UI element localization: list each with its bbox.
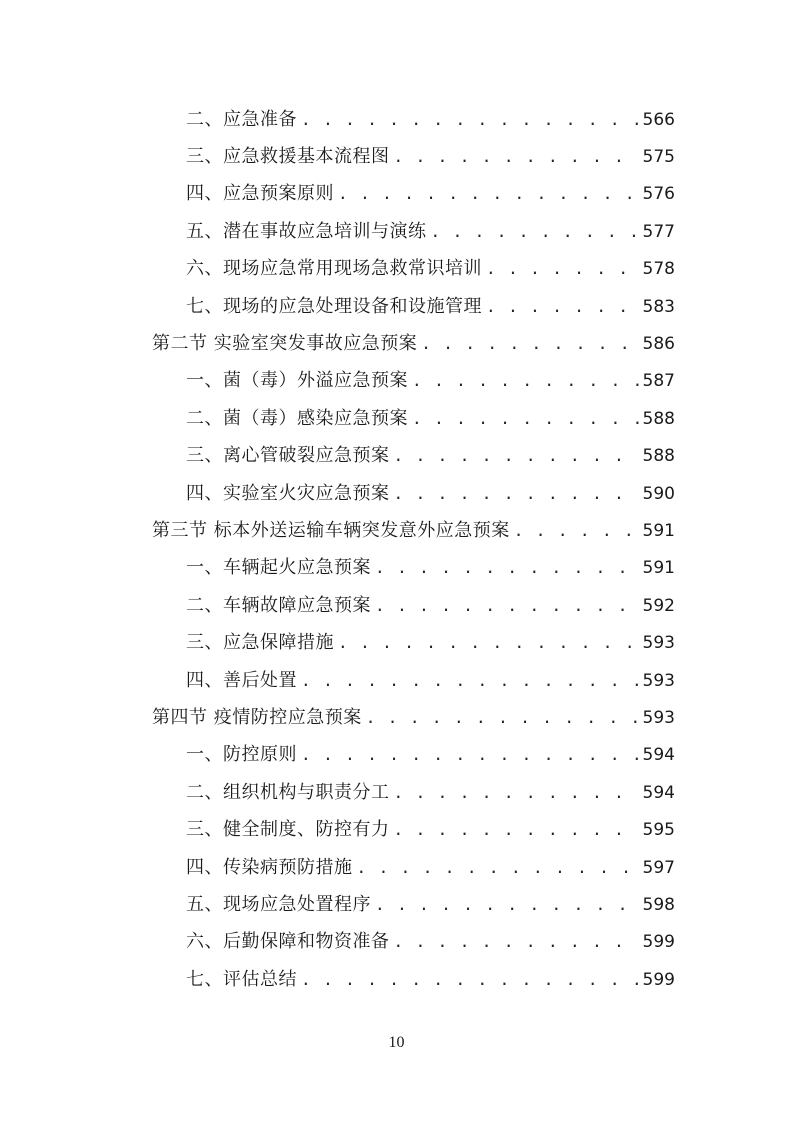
toc-entry-title: 第四节 疫情防控应急预案 — [152, 706, 362, 728]
toc-subsection-row[interactable] — [0, 737, 793, 774]
toc-entry-title: 三、应急保障措施 — [186, 632, 334, 654]
toc-entry-title: 四、实验室火灾应急预案 — [186, 482, 390, 504]
toc-entry-page-number: 591 — [642, 520, 675, 541]
dot-leader — [394, 448, 639, 464]
toc-entry-page-number: 576 — [642, 184, 675, 205]
toc-entry-title: 一、菌（毒）外溢应急预案 — [186, 370, 408, 392]
toc-entry[interactable] — [186, 407, 675, 429]
toc-entry-title: 第二节 实验室突发事故应急预案 — [152, 333, 418, 355]
toc-entry-page-number: 590 — [642, 483, 675, 504]
dot-leader — [301, 972, 639, 988]
dot-leader — [375, 897, 639, 913]
toc-subsection-row[interactable] — [0, 624, 793, 661]
toc-entry[interactable] — [186, 108, 675, 130]
toc-entry-page-number: 599 — [642, 932, 675, 953]
toc-subsection-row[interactable] — [0, 849, 793, 886]
dot-leader — [375, 598, 639, 614]
toc-subsection-row[interactable] — [0, 961, 793, 998]
toc-entry-page-number: 593 — [642, 670, 675, 691]
toc-entry[interactable] — [186, 594, 675, 616]
dot-leader — [412, 373, 639, 389]
toc-entry-page-number: 578 — [642, 259, 675, 280]
table-of-contents — [0, 101, 793, 998]
toc-entry[interactable] — [152, 706, 675, 728]
dot-leader — [412, 411, 639, 427]
page-number: 10 — [388, 1034, 405, 1051]
toc-subsection-row[interactable] — [0, 662, 793, 699]
toc-entry-title: 一、防控原则 — [186, 744, 297, 766]
toc-subsection-row[interactable] — [0, 550, 793, 587]
dot-leader — [394, 486, 639, 502]
toc-subsection-row[interactable] — [0, 288, 793, 325]
toc-entry-page-number: 599 — [642, 969, 675, 990]
dot-leader — [394, 934, 639, 950]
toc-entry-page-number: 595 — [642, 820, 675, 841]
toc-entry[interactable] — [186, 220, 675, 242]
dot-leader — [357, 860, 639, 876]
toc-entry[interactable] — [186, 295, 675, 317]
toc-entry[interactable] — [152, 519, 675, 541]
toc-entry[interactable] — [186, 482, 675, 504]
dot-leader — [394, 822, 639, 838]
toc-entry-page-number: 587 — [642, 371, 675, 392]
toc-subsection-row[interactable] — [0, 138, 793, 175]
toc-subsection-row[interactable] — [0, 774, 793, 811]
toc-entry[interactable] — [186, 559, 675, 577]
toc-entry-page-number: 592 — [642, 595, 675, 616]
toc-entry[interactable] — [186, 447, 675, 465]
toc-entry-title: 五、潜在事故应急培训与演练 — [186, 220, 427, 242]
toc-entry[interactable] — [186, 746, 675, 764]
toc-entry[interactable] — [186, 821, 675, 839]
toc-entry-page-number: 594 — [642, 782, 675, 803]
toc-entry[interactable] — [152, 335, 675, 353]
toc-entry-title: 五、现场应急处置程序 — [186, 893, 371, 915]
toc-entry-title: 四、善后处置 — [186, 669, 297, 691]
toc-subsection-row[interactable] — [0, 213, 793, 250]
dot-leader — [394, 149, 639, 165]
toc-entry-title: 七、评估总结 — [186, 968, 297, 990]
dot-leader — [486, 261, 639, 277]
toc-entry[interactable] — [186, 933, 675, 951]
toc-entry-page-number: 566 — [642, 109, 675, 130]
toc-section-row[interactable] — [0, 325, 793, 362]
toc-entry-page-number: 597 — [642, 857, 675, 878]
toc-subsection-row[interactable] — [0, 924, 793, 961]
toc-entry-page-number: 588 — [642, 446, 675, 467]
toc-entry-title: 七、现场的应急处理设备和设施管理 — [186, 295, 482, 317]
dot-leader — [421, 336, 638, 352]
toc-section-row[interactable] — [0, 699, 793, 736]
toc-entry-title: 六、现场应急常用现场急救常识培训 — [186, 258, 482, 280]
toc-entry-title: 二、组织机构与职责分工 — [186, 781, 390, 803]
dot-leader — [301, 747, 639, 763]
toc-subsection-row[interactable] — [0, 438, 793, 475]
toc-subsection-row[interactable] — [0, 400, 793, 437]
toc-entry-title: 二、应急准备 — [186, 108, 297, 130]
toc-entry-page-number: 593 — [642, 633, 675, 654]
toc-entry-page-number: 593 — [642, 707, 675, 728]
toc-entry[interactable] — [186, 634, 675, 652]
toc-subsection-row[interactable] — [0, 811, 793, 848]
toc-entry-title: 二、车辆故障应急预案 — [186, 594, 371, 616]
toc-entry-page-number: 594 — [642, 745, 675, 766]
toc-entry-title: 四、应急预案原则 — [186, 183, 334, 205]
toc-entry[interactable] — [186, 856, 675, 878]
toc-entry-title: 三、应急救援基本流程图 — [186, 146, 390, 168]
dot-leader — [338, 635, 639, 651]
dot-leader — [394, 785, 639, 801]
toc-entry-page-number: 591 — [642, 558, 675, 579]
dot-leader — [431, 224, 639, 240]
toc-entry-page-number: 586 — [642, 334, 675, 355]
toc-entry-title: 六、后勤保障和物资准备 — [186, 931, 390, 953]
toc-entry[interactable] — [186, 893, 675, 915]
toc-entry[interactable] — [186, 968, 675, 990]
dot-leader — [366, 710, 639, 726]
toc-entry[interactable] — [186, 185, 675, 203]
dot-leader — [514, 523, 639, 539]
toc-entry-title: 第三节 标本外送运输车辆突发意外应急预案 — [152, 519, 510, 541]
dot-leader — [375, 560, 639, 576]
toc-subsection-row[interactable] — [0, 176, 793, 213]
dot-leader — [301, 112, 639, 128]
toc-subsection-row[interactable] — [0, 475, 793, 512]
toc-entry-page-number: 598 — [642, 894, 675, 915]
toc-subsection-row[interactable] — [0, 886, 793, 923]
toc-entry-title: 四、传染病预防措施 — [186, 856, 353, 878]
dot-leader — [486, 299, 639, 315]
toc-entry[interactable] — [186, 781, 675, 803]
toc-entry[interactable] — [186, 669, 675, 691]
toc-subsection-row[interactable] — [0, 587, 793, 624]
toc-entry[interactable] — [186, 260, 675, 278]
toc-entry-page-number: 583 — [642, 296, 675, 317]
toc-section-row[interactable] — [0, 512, 793, 549]
toc-subsection-row[interactable] — [0, 363, 793, 400]
toc-entry-title: 三、健全制度、防控有力 — [186, 819, 390, 841]
toc-entry-page-number: 575 — [642, 147, 675, 168]
toc-entry-title: 一、车辆起火应急预案 — [186, 557, 371, 579]
toc-entry-title: 三、离心管破裂应急预案 — [186, 445, 390, 467]
toc-entry[interactable] — [186, 148, 675, 166]
dot-leader — [301, 673, 639, 689]
toc-subsection-row[interactable] — [0, 101, 793, 138]
toc-entry[interactable] — [186, 372, 675, 390]
toc-entry-page-number: 588 — [642, 408, 675, 429]
toc-entry-title: 二、菌（毒）感染应急预案 — [186, 407, 408, 429]
toc-subsection-row[interactable] — [0, 251, 793, 288]
toc-entry-page-number: 577 — [642, 221, 675, 242]
dot-leader — [338, 186, 639, 202]
